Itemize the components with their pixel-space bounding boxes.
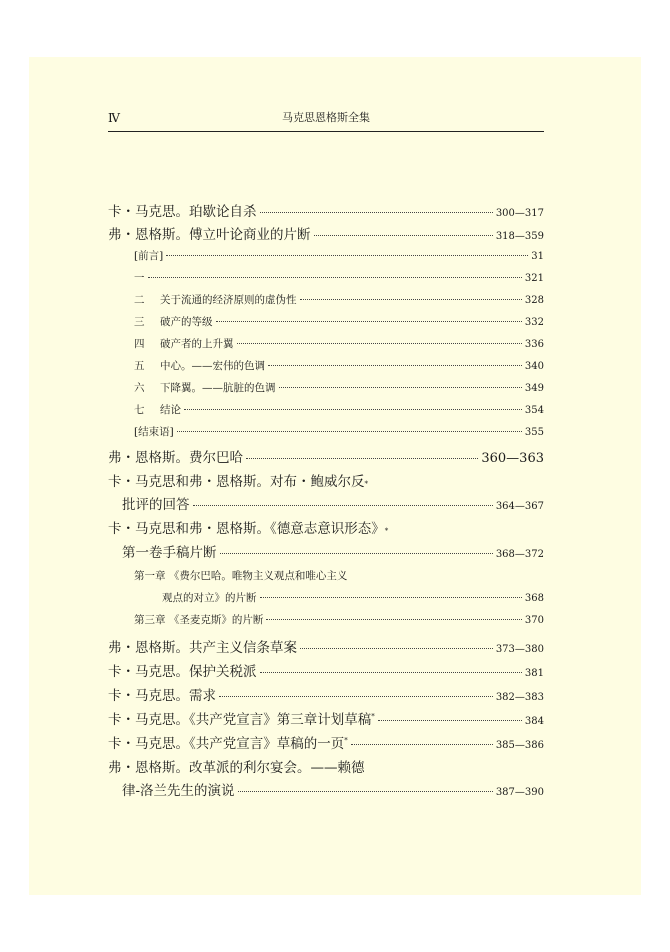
entry-title: [前言]	[134, 250, 164, 262]
entry-title: 结论	[160, 404, 181, 416]
dot-leader	[220, 552, 493, 554]
toc-subentry	[134, 248, 544, 263]
toc-entry	[108, 446, 544, 466]
toc-entry	[108, 708, 544, 728]
dot-leader	[219, 695, 493, 697]
toc-entry	[108, 732, 544, 752]
entry-title: 弗・恩格斯。费尔巴哈	[108, 450, 243, 466]
page-header	[108, 109, 544, 132]
dot-leader	[193, 504, 493, 506]
entry-pages: 373—380	[495, 644, 544, 655]
toc-subentry	[134, 292, 544, 307]
entry-pages: 321	[524, 273, 544, 284]
entry-pages: 360—363	[481, 451, 544, 466]
dot-leader	[266, 618, 522, 620]
toc-subentry	[134, 402, 544, 417]
dot-leader	[378, 719, 522, 721]
page-number: Ⅳ	[108, 111, 120, 125]
toc-entry	[108, 470, 544, 490]
toc-entry	[108, 636, 544, 656]
entry-title: 观点的对立》的片断	[162, 592, 257, 604]
dot-leader	[216, 320, 522, 322]
dot-leader	[268, 364, 522, 366]
entry-title: 中心。——宏伟的色调	[160, 360, 265, 372]
dot-leader	[300, 298, 522, 300]
toc-entry-continued	[122, 779, 544, 799]
entry-title: 弗・恩格斯。共产主义信条草案	[108, 640, 297, 656]
toc-entry	[108, 684, 544, 704]
entry-title: 弗・恩格斯。傅立叶论商业的片断	[108, 227, 311, 243]
chapter-number: 七	[134, 404, 145, 416]
entry-title: 第一章 《费尔巴哈。唯物主义观点和唯心主义	[134, 570, 348, 582]
toc-entry	[108, 223, 544, 243]
entry-pages: 368	[524, 593, 544, 604]
dot-leader	[314, 234, 493, 236]
chapter-number: 二	[134, 294, 145, 306]
toc-entry	[108, 660, 544, 680]
dot-leader	[279, 386, 522, 388]
entry-title: 卡・马克思和弗・恩格斯。《德意志意识形态》	[108, 521, 385, 537]
entry-title: 卡・马克思。《共产党宣言》第三章计划草稿	[108, 712, 372, 728]
dot-leader	[184, 408, 522, 410]
dot-leader	[237, 342, 522, 344]
toc-entry-continued	[122, 541, 544, 561]
toc-subentry	[134, 424, 544, 439]
toc-subentry	[134, 568, 544, 583]
entry-pages: 382—383	[495, 692, 544, 703]
entry-title: 卡・马克思。《共产党宣言》草稿的一页	[108, 736, 345, 752]
entry-title: 破产的等级	[160, 316, 213, 328]
asterisk-mark: *	[344, 736, 348, 745]
entry-title: 下降翼。——肮脏的色调	[160, 382, 276, 394]
entry-pages: 340	[524, 361, 544, 372]
entry-pages: 370	[524, 615, 544, 626]
toc-subentry	[134, 358, 544, 373]
entry-title: 关于流通的经济原则的虚伪性	[160, 294, 297, 306]
entry-title: 第一卷手稿片断	[122, 545, 217, 561]
running-title: 马克思恩格斯全集	[282, 111, 370, 124]
entry-pages: 31	[531, 251, 544, 262]
toc-entry	[108, 756, 544, 776]
toc-subentry	[134, 314, 544, 329]
toc-entry	[108, 200, 544, 220]
chapter-number: 五	[134, 360, 145, 372]
toc-subentry-continued	[162, 590, 544, 605]
entry-pages: 381	[524, 668, 544, 679]
dot-leader	[260, 596, 522, 598]
entry-title: 弗・恩格斯。改革派的利尔宴会。——赖德	[108, 760, 365, 776]
asterisk-mark: *	[371, 712, 375, 721]
entry-pages: 332	[524, 317, 544, 328]
chapter-number: 三	[134, 316, 145, 328]
dot-leader	[148, 276, 522, 278]
dot-leader	[166, 254, 528, 256]
entry-pages: 355	[524, 427, 544, 438]
entry-title: 卡・马克思。需求	[108, 688, 216, 704]
toc-subentry	[134, 336, 544, 351]
entry-pages: 385—386	[495, 740, 544, 751]
entry-pages: 364—367	[495, 501, 544, 512]
toc-subentry	[134, 380, 544, 395]
asterisk-mark: *	[364, 480, 368, 488]
dot-leader	[238, 790, 493, 792]
entry-title: 卡・马克思。保护关税派	[108, 664, 257, 680]
entry-title: 第三章 《圣麦克斯》的片断	[134, 614, 264, 626]
entry-pages: 368—372	[495, 549, 544, 560]
dot-leader	[246, 457, 478, 459]
toc-subentry	[134, 612, 544, 627]
chapter-number: 一	[134, 272, 145, 284]
entry-pages: 349	[524, 383, 544, 394]
dot-leader	[351, 743, 493, 745]
dot-leader	[177, 430, 522, 432]
toc-entry-continued	[122, 493, 544, 513]
entry-pages: 336	[524, 339, 544, 350]
entry-pages: 384	[524, 716, 544, 727]
chapter-number: 四	[134, 338, 145, 350]
entry-pages: 318—359	[495, 231, 544, 242]
toc-entry	[108, 517, 544, 537]
toc-subentry	[134, 270, 544, 285]
entry-pages: 300—317	[495, 208, 544, 219]
entry-title: 卡・马克思。珀歇论自杀	[108, 204, 257, 220]
dot-leader	[300, 647, 493, 649]
chapter-number: 六	[134, 382, 145, 394]
dot-leader	[260, 211, 493, 213]
asterisk-mark: *	[384, 527, 389, 535]
entry-title: 律-洛兰先生的演说	[122, 783, 235, 799]
entry-title: 卡・马克思和弗・恩格斯。对布・鲍威尔反	[108, 474, 365, 490]
entry-pages: 328	[524, 295, 544, 306]
dot-leader	[260, 671, 522, 673]
entry-title: 批评的回答	[122, 497, 190, 513]
entry-pages: 354	[524, 405, 544, 416]
entry-title: [结束语]	[134, 426, 174, 438]
entry-title: 破产者的上升翼	[160, 338, 234, 350]
entry-pages: 387—390	[495, 787, 544, 798]
